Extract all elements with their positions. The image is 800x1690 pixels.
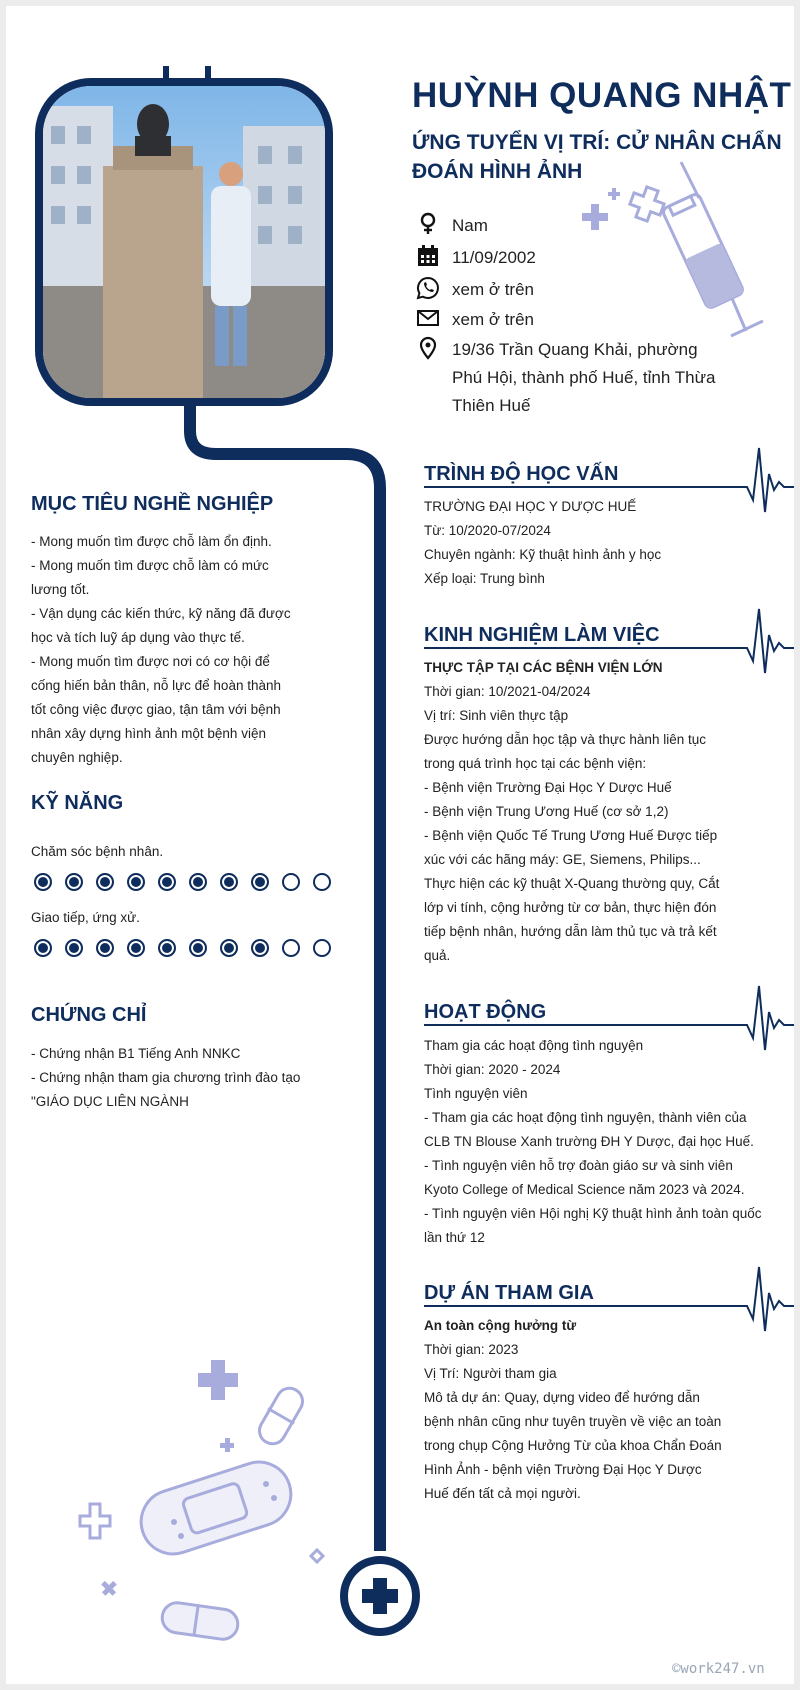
activities-title: HOẠT ĐỘNG [424, 1001, 547, 1023]
rating-dot-filled [220, 939, 238, 957]
project-line: Vị Trí: Người tham gia [424, 1366, 557, 1381]
contact-dob [416, 244, 536, 272]
rating-dot-filled [65, 939, 83, 957]
objective-title: MỤC TIÊU NGHỀ NGHIỆP [31, 493, 274, 515]
candidate-name: HUỲNH QUANG NHẬT [412, 76, 792, 115]
experience-line: Vị trí: Sinh viên thực tập [424, 708, 569, 723]
activities-text [424, 1034, 774, 1250]
certificate-line: - Chứng nhận B1 Tiếng Anh NNKC [31, 1046, 241, 1061]
job-position: ỨNG TUYỂN VỊ TRÍ: CỬ NHÂN CHẨN ĐOÁN HÌNH ẢNH [412, 131, 782, 183]
rating-dot-filled [34, 939, 52, 957]
objective-line: lương tốt. [31, 582, 90, 597]
activity-line: - Tình nguyện viên Hội nghị Kỹ thuật hình ảnh toàn quốc [424, 1206, 762, 1221]
education-line: TRƯỜNG ĐẠI HỌC Y DƯỢC HUẾ [424, 499, 637, 514]
project-heading: An toàn cộng hưởng từ [424, 1318, 577, 1333]
objective-line: - Mong muốn tìm được chỗ làm có mức [31, 558, 269, 573]
experience-text [424, 656, 754, 968]
bandage-icon [66, 1356, 356, 1646]
rating-dot-filled [158, 873, 176, 891]
certificate-line: "GIÁO DỤC LIÊN NGÀNH [31, 1094, 189, 1109]
dob-value: 11/09/2002 [452, 248, 536, 267]
rating-dot-filled [127, 873, 145, 891]
activity-line: CLB TN Blouse Xanh trường ĐH Y Dược, đại học Huế. [424, 1134, 754, 1149]
project-line: Huế đến tất cả mọi người. [424, 1486, 581, 1501]
section-divider [424, 1305, 742, 1307]
activity-line: Thời gian: 2020 - 2024 [424, 1062, 561, 1077]
phone-value: xem ở trên [452, 280, 535, 299]
experience-line: Được hướng dẫn học tập và thực hành liên tục [424, 732, 706, 747]
profile-photo [43, 86, 325, 398]
rating-dot-empty [313, 873, 331, 891]
rating-dot-filled [220, 873, 238, 891]
experience-line: Thực hiện các kỹ thuật X-Quang thường quy, Cắt [424, 876, 720, 891]
objective-line: nhân xây dựng hình ảnh một bệnh viện [31, 726, 266, 741]
objective-line: cống hiến bản thân, nỗ lực để hoàn thành [31, 678, 281, 693]
rating-dot-filled [127, 939, 145, 957]
certificates-text [31, 1042, 347, 1114]
mail-icon [416, 306, 440, 330]
contact-gender [416, 212, 488, 240]
project-line: Hình Ảnh - bệnh viện Trường Đại Học Y Dược [424, 1462, 702, 1477]
rating-dot-empty [313, 939, 331, 957]
calendar-icon [416, 244, 440, 268]
education-line: Chuyên ngành: Kỹ thuật hình ảnh y học [424, 547, 662, 562]
projects-title: DỰ ÁN THAM GIA [424, 1282, 594, 1304]
objective-line: học và tích luỹ áp dụng vào thực tế. [31, 630, 245, 645]
syringe-icon [571, 156, 781, 366]
rating-dot-filled [251, 873, 269, 891]
objective-line: - Vận dụng các kiến thức, kỹ năng đã được [31, 606, 291, 621]
rating-dot-empty [282, 873, 300, 891]
email-value: xem ở trên [452, 310, 535, 329]
rating-dot-filled [96, 873, 114, 891]
rating-dot-filled [34, 873, 52, 891]
experience-line: Thời gian: 10/2021-04/2024 [424, 684, 591, 699]
rating-dot-empty [282, 939, 300, 957]
experience-line: - Bệnh viện Trường Đại Học Y Dược Huế [424, 780, 672, 795]
experience-title: KINH NGHIỆM LÀM VIỆC [424, 624, 660, 646]
contact-email [416, 306, 534, 334]
skill-label: Chăm sóc bệnh nhân. [31, 844, 164, 859]
objective-line: - Mong muốn tìm được chỗ làm ổn định. [31, 534, 272, 549]
certificate-line: - Chứng nhận tham gia chương trình đào tạo [31, 1070, 301, 1085]
experience-line: xúc với các hãng máy: GE, Siemens, Philips... [424, 852, 701, 867]
skill-rating [34, 939, 331, 957]
section-divider [424, 486, 742, 488]
phone-icon [416, 276, 440, 300]
experience-line: - Bệnh viện Quốc Tế Trung Ương Huế Được tiếp [424, 828, 718, 843]
objective-line: - Mong muốn tìm được nơi có cơ hội để [31, 654, 270, 669]
location-icon [416, 336, 440, 360]
gender-icon [416, 212, 440, 236]
resume-page [6, 6, 794, 1684]
objective-line: tốt công việc được giao, tận tâm với bệnh [31, 702, 281, 717]
experience-line: trong quá trình học tại các bệnh viện: [424, 756, 647, 771]
activity-line: - Tham gia các hoạt động tình nguyện, thành viên của [424, 1110, 747, 1125]
section-divider [424, 647, 742, 649]
skill-label: Giao tiếp, ứng xử. [31, 910, 140, 925]
rating-dot-filled [65, 873, 83, 891]
experience-line: lớp vi tính, cộng hưởng từ cơ bản, thực hiện đón [424, 900, 717, 915]
education-line: Từ: 10/2020-07/2024 [424, 523, 551, 538]
project-line: Thời gian: 2023 [424, 1342, 519, 1357]
education-title: TRÌNH ĐỘ HỌC VẤN [424, 463, 619, 485]
activity-line: Tình nguyện viên [424, 1086, 528, 1101]
experience-line: - Bệnh viện Trung Ương Huế (cơ sở 1,2) [424, 804, 669, 819]
project-line: bệnh nhân cũng như tuyên truyền về việc an toàn [424, 1414, 722, 1429]
gender-value: Nam [452, 216, 488, 235]
education-line: Xếp loại: Trung bình [424, 571, 545, 586]
rating-dot-filled [189, 873, 207, 891]
skill-rating [34, 873, 331, 891]
certificates-title: CHỨNG CHỈ [31, 1004, 147, 1026]
project-line: trong chụp Cộng Hưởng Từ của khoa Chẩn Đoán [424, 1438, 722, 1453]
activity-line: Tham gia các hoạt động tình nguyện [424, 1038, 644, 1053]
activity-line: - Tình nguyện viên hỗ trợ đoàn giáo sư và sinh viên [424, 1158, 733, 1173]
rating-dot-filled [96, 939, 114, 957]
watermark: ©work247.vn [672, 1661, 765, 1677]
objective-line: chuyên nghiệp. [31, 750, 123, 765]
section-divider [424, 1024, 742, 1026]
project-line: Mô tả dự án: Quay, dựng video để hướng dẫn [424, 1390, 700, 1405]
experience-line: quả. [424, 948, 451, 963]
objective-text [31, 530, 321, 770]
skills-title: KỸ NĂNG [31, 792, 124, 814]
rating-dot-filled [189, 939, 207, 957]
contact-phone [416, 276, 534, 304]
address-value: 19/36 Trần Quang Khải, phường Phú Hội, thành phố Huế, tỉnh Thừa Thiên Huế [452, 340, 716, 415]
experience-heading: THỰC TẬP TẠI CÁC BỆNH VIỆN LỚN [424, 660, 663, 675]
experience-line: tiếp bệnh nhân, hướng dẫn làm thủ tục và trả kết [424, 924, 717, 939]
projects-text [424, 1314, 754, 1506]
rating-dot-filled [158, 939, 176, 957]
activity-line: Kyoto College of Medical Science năm 2023 và 2024. [424, 1182, 745, 1197]
rating-dot-filled [251, 939, 269, 957]
education-text [424, 495, 754, 591]
activity-line: lần thứ 12 [424, 1230, 485, 1245]
